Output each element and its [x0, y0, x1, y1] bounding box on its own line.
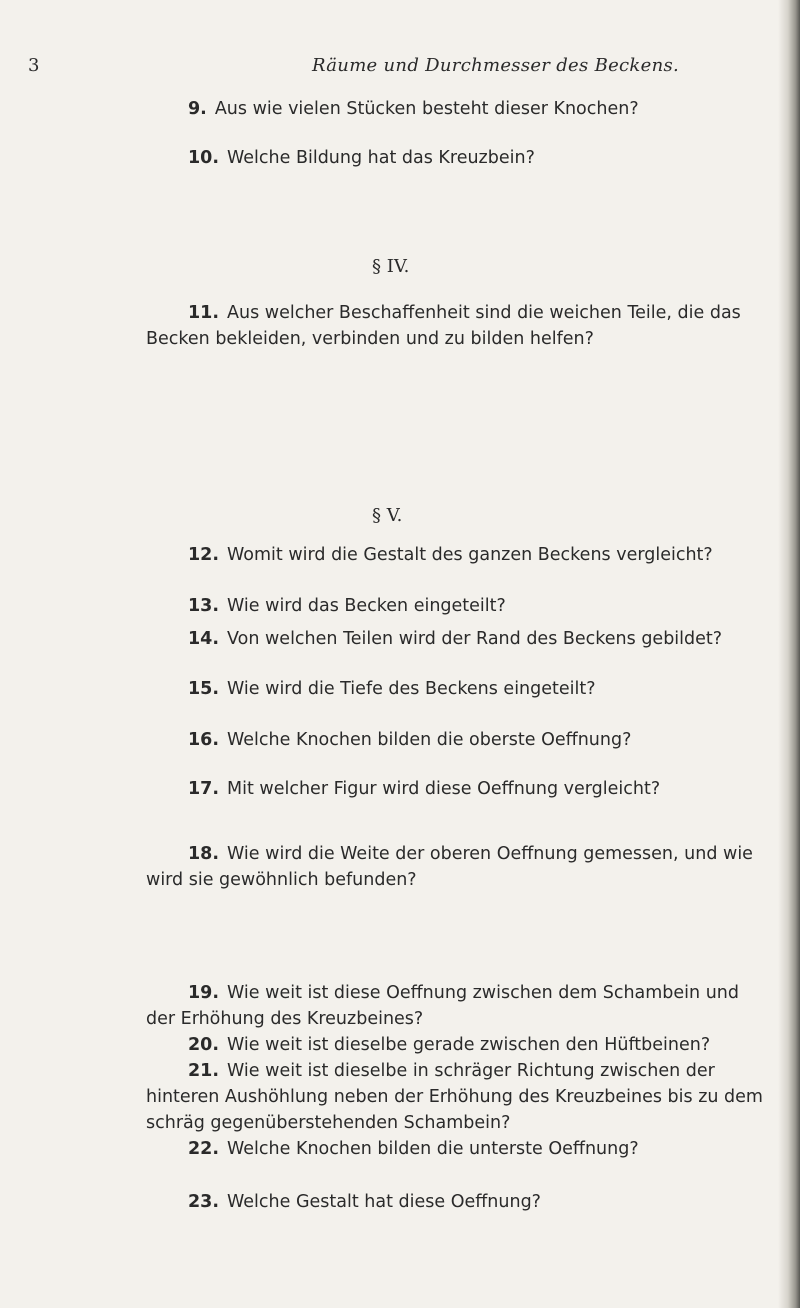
page-edge-shadow — [778, 0, 800, 1308]
question-22 — [188, 1136, 639, 1162]
question-16 — [188, 727, 631, 753]
page-number: 3 — [28, 55, 40, 76]
question-13 — [188, 593, 506, 619]
question-text-continuation: schräg gegenüberstehenden Schambein? — [146, 1113, 511, 1133]
question-number: 11. — [188, 303, 220, 323]
question-23 — [188, 1189, 541, 1215]
running-head — [0, 55, 780, 79]
question-text: Wie weit ist diese Oeffnung zwischen dem Schambein und — [227, 983, 739, 1003]
question-number: 13. — [188, 596, 220, 616]
question-number: 18. — [188, 844, 220, 864]
question-9 — [188, 96, 639, 122]
question-text-continuation: hinteren Aushöhlung neben der Erhöhung des Kreuzbeines bis zu dem — [146, 1087, 763, 1107]
question-text: Wie weit ist dieselbe gerade zwischen den Hüftbeinen? — [227, 1035, 711, 1055]
question-text-continuation: wird sie gewöhnlich befunden? — [146, 870, 417, 890]
question-number: 19. — [188, 983, 220, 1003]
question-number: 14. — [188, 629, 220, 649]
section-heading-v: § V. — [372, 505, 403, 526]
question-12 — [188, 542, 713, 568]
question-number: 17. — [188, 779, 220, 799]
question-text-continuation: der Erhöhung des Kreuzbeines? — [146, 1009, 424, 1029]
question-14 — [188, 626, 722, 652]
question-text: Welche Gestalt hat diese Oeffnung? — [227, 1192, 541, 1212]
question-text: Welche Knochen bilden die unterste Oeffnung? — [227, 1139, 639, 1159]
question-text: Wie wird die Tiefe des Beckens eingeteilt? — [227, 679, 596, 699]
question-text: Welche Bildung hat das Kreuzbein? — [227, 148, 535, 168]
question-20 — [188, 1032, 710, 1058]
question-text: Aus wie vielen Stücken besteht dieser Knochen? — [214, 99, 639, 119]
question-text: Wie weit ist dieselbe in schräger Richtung zwischen der — [227, 1061, 715, 1081]
question-19 — [146, 980, 776, 1032]
question-text: Welche Knochen bilden die oberste Oeffnung? — [227, 730, 632, 750]
question-number: 9. — [188, 99, 207, 119]
question-number: 22. — [188, 1139, 220, 1159]
question-21 — [146, 1058, 776, 1136]
question-15 — [188, 676, 596, 702]
question-text: Wie wird das Becken eingeteilt? — [227, 596, 506, 616]
question-text: Mit welcher Figur wird diese Oeffnung vergleicht? — [227, 779, 661, 799]
question-text: Von welchen Teilen wird der Rand des Beckens gebildet? — [227, 629, 723, 649]
section-heading-iv: § IV. — [372, 256, 410, 277]
question-number: 15. — [188, 679, 220, 699]
question-number: 20. — [188, 1035, 220, 1055]
question-10 — [188, 145, 535, 171]
question-number: 12. — [188, 545, 220, 565]
question-18 — [146, 841, 776, 893]
question-11 — [146, 300, 776, 352]
question-text: Wie wird die Weite der oberen Oeffnung gemessen, und wie — [227, 844, 753, 864]
question-number: 21. — [188, 1061, 220, 1081]
question-text-continuation: Becken bekleiden, verbinden und zu bilden helfen? — [146, 329, 594, 349]
question-number: 16. — [188, 730, 220, 750]
question-17 — [188, 776, 660, 802]
running-head-title: Räume und Durchmesser des Beckens. — [312, 55, 680, 76]
question-number: 23. — [188, 1192, 220, 1212]
question-text: Womit wird die Gestalt des ganzen Beckens vergleicht? — [227, 545, 713, 565]
question-text: Aus welcher Beschaffenheit sind die weichen Teile, die das — [227, 303, 741, 323]
question-number: 10. — [188, 148, 220, 168]
